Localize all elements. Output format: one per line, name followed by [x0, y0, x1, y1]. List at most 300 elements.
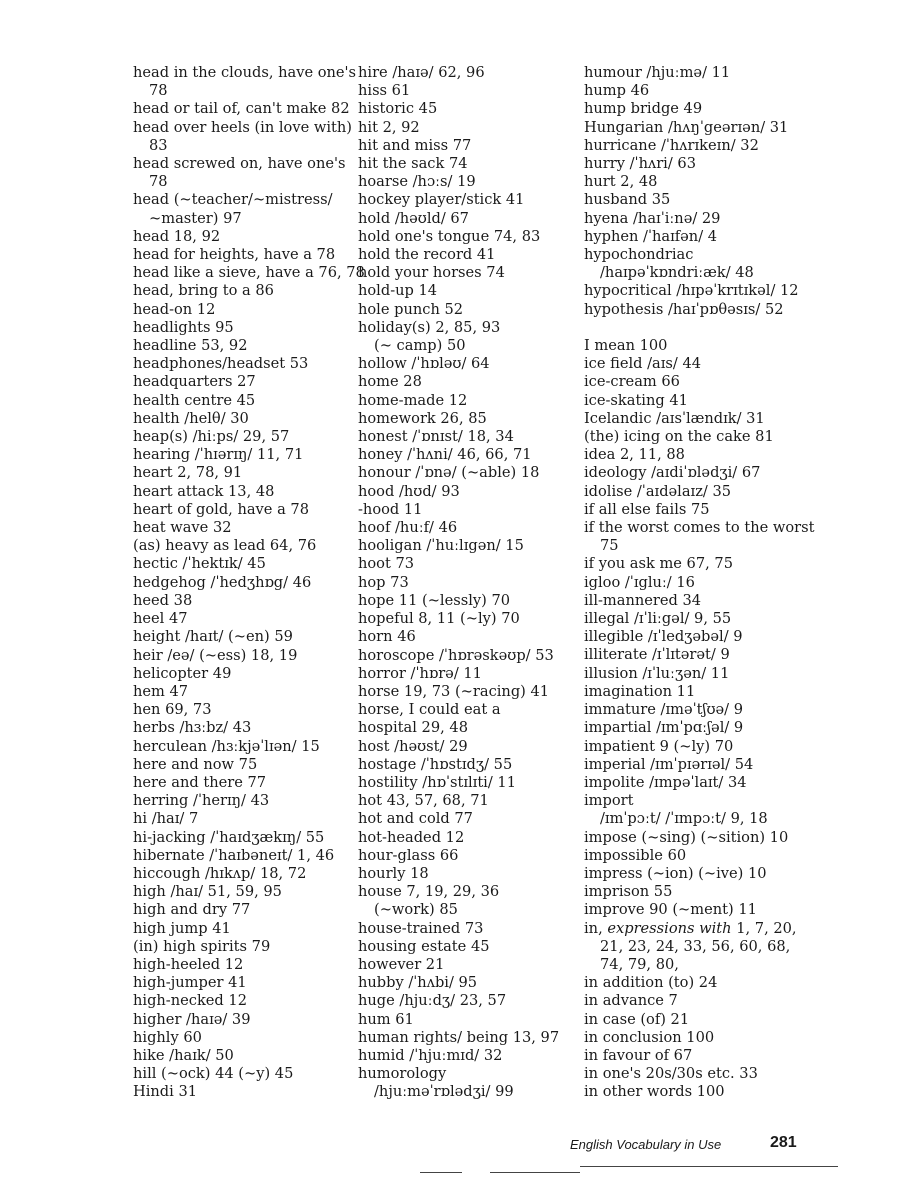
index-entry [358, 792, 573, 810]
index-entry-text: hold /həʊld/ 67 [358, 209, 469, 227]
index-entry-text: human rights/ being 13, 97 [358, 1028, 560, 1046]
index-entry-text: heart attack 13, 48 [133, 482, 275, 500]
index-entry [584, 100, 814, 118]
index-entry [133, 228, 348, 246]
index-entry-text: /hjuːməˈrɒlədʒi/ 99 [374, 1083, 514, 1101]
index-entry-text: Icelandic /aɪsˈlændɪk/ 31 [584, 409, 765, 427]
index-entry-text: here and there 77 [133, 773, 267, 791]
index-entry-text: hyena /haɪˈiːnə/ 29 [584, 209, 721, 227]
index-entry-text: illegal /ɪˈliːgəl/ 9, 55 [584, 610, 732, 628]
section-gap [584, 319, 814, 337]
index-entry [584, 792, 814, 810]
index-entry [133, 64, 357, 82]
index-entry [133, 373, 348, 391]
index-entry [358, 155, 573, 173]
index-entry-text: heel 47 [133, 610, 188, 628]
index-entry [584, 719, 814, 737]
index-entry [584, 446, 814, 464]
index-entry [358, 992, 573, 1010]
index-entry [584, 337, 814, 355]
index-entry [358, 119, 573, 137]
index-entry-text: /ɪmˈpɔːt/ /ˈɪmpɔːt/ 9, 18 [600, 810, 768, 828]
index-entry-text: heir /eə/ (~ess) 18, 19 [133, 646, 298, 664]
index-entry-text: ideology /aɪdiˈɒlədʒi/ 67 [584, 464, 761, 482]
index-entry-text: in one's 20s/30s etc. 33 [584, 1065, 758, 1083]
index-entry [133, 865, 348, 883]
footer-rule-short-2 [490, 1172, 580, 1173]
index-entry-text: ill-mannered 34 [584, 591, 702, 609]
index-entry-text: herculean /hɜːkjəˈlɪən/ 15 [133, 737, 320, 755]
index-entry [133, 483, 348, 501]
index-entry [584, 628, 814, 646]
index-entry [358, 301, 573, 319]
index-entry-text: hold-up 14 [358, 282, 438, 300]
index-entry [358, 355, 573, 373]
index-entry [358, 428, 573, 446]
index-entry-text: headquarters 27 [133, 373, 256, 391]
index-entry-text: impress (~ion) (~ive) 10 [584, 864, 767, 882]
index-entry [584, 64, 814, 82]
index-entry-text: hour-glass 66 [358, 846, 459, 864]
index-entry-text: hostility /hɒˈstɪlɪti/ 11 [358, 773, 516, 791]
index-entry-italic: expressions with [607, 919, 732, 937]
index-entry-continuation [133, 210, 348, 228]
index-entry-text: illegible /ɪˈledʒəbəl/ 9 [584, 628, 743, 646]
index-entry [584, 592, 814, 610]
index-entry [133, 738, 348, 756]
index-entry-text: in case (of) 21 [584, 1010, 690, 1028]
index-entry-text: head-on 12 [133, 300, 216, 318]
index-entry [358, 883, 573, 901]
index-entry-text: 78 [149, 173, 168, 191]
index-entry [358, 865, 573, 883]
index-entry [584, 246, 814, 264]
index-entry [133, 1065, 348, 1083]
index-entry-text: hood /hʊd/ 93 [358, 482, 460, 500]
index-entry-text: 83 [149, 136, 168, 154]
index-entry [358, 246, 573, 264]
index-entry-text: house-trained 73 [358, 919, 484, 937]
index-entry-text: hike /haɪk/ 50 [133, 1046, 234, 1064]
index-entry [358, 392, 573, 410]
index-entry [584, 756, 814, 774]
index-entry-text: hiss 61 [358, 82, 411, 100]
index-entry [584, 1047, 814, 1065]
index-entry-text: (as) heavy as lead 64, 76 [133, 537, 317, 555]
index-entry [358, 719, 573, 737]
index-entry-text: hurricane /ˈhʌrɪkeɪn/ 32 [584, 136, 759, 154]
index-entry [584, 228, 814, 246]
index-entry [358, 264, 573, 282]
index-entry [133, 319, 348, 337]
index-entry-text: if you ask me 67, 75 [584, 555, 733, 573]
index-entry [584, 883, 814, 901]
index-entry [133, 446, 348, 464]
index-entry-text: -hood 11 [358, 500, 423, 518]
index-entry-text: high and dry 77 [133, 901, 251, 919]
index-entry [584, 992, 814, 1010]
index-entry [584, 974, 814, 992]
index-entry-text: health centre 45 [133, 391, 256, 409]
index-entry [358, 574, 573, 592]
index-entry-text: heed 38 [133, 591, 193, 609]
footer-rule-short-1 [420, 1172, 462, 1173]
index-entry-text: igloo /ˈɪgluː/ 16 [584, 573, 695, 591]
index-entry [358, 191, 573, 209]
index-entry-text: head for heights, have a 78 [133, 246, 336, 264]
index-entry-text: head 18, 92 [133, 227, 221, 245]
index-entry [584, 829, 814, 847]
index-entry-text: humour /hjuːmə/ 11 [584, 64, 731, 81]
index-entry-text: head, bring to a 86 [133, 282, 274, 300]
index-entry [133, 519, 348, 537]
index-entry-text: hectic /ˈhektɪk/ 45 [133, 555, 266, 573]
index-entry [584, 137, 814, 155]
index-entry [358, 592, 573, 610]
index-entry [133, 719, 348, 737]
book-title: English Vocabulary in Use [570, 1137, 722, 1152]
index-entry-text: hubby /ˈhʌbi/ 95 [358, 974, 478, 992]
index-entry-text: hoot 73 [358, 555, 415, 573]
index-entry-text: import [584, 792, 634, 810]
index-entry-continuation [133, 137, 348, 155]
index-entry-pages: 1, 7, 20, [731, 919, 797, 937]
index-entry-continuation [133, 82, 348, 100]
index-entry-text: head like a sieve, have a 76, 78 [133, 264, 365, 282]
index-entry-text: head over heels (in love with) [133, 118, 352, 136]
index-entry-text: I mean 100 [584, 337, 668, 355]
index-entry-text: illusion /ɪˈluːʒən/ 11 [584, 664, 730, 682]
index-entry-text: home 28 [358, 373, 422, 391]
index-entry [358, 628, 573, 646]
index-entry [133, 774, 348, 792]
index-entry-text: hurt 2, 48 [584, 173, 658, 191]
index-entry-text: headphones/headset 53 [133, 355, 309, 373]
index-entry-text: hourly 18 [358, 864, 429, 882]
index-entry-text: hump bridge 49 [584, 100, 703, 118]
index-entry [358, 1047, 573, 1065]
index-entry-text: however 21 [358, 955, 445, 973]
index-entry-text: host /həʊst/ 29 [358, 737, 468, 755]
index-entry [584, 646, 814, 664]
index-entry-continuation [358, 901, 573, 919]
index-entry [358, 319, 573, 337]
index-entry-text: holiday(s) 2, 85, 93 [358, 318, 501, 336]
index-entry-text: head screwed on, have one's [133, 155, 346, 173]
index-entry [584, 738, 814, 756]
index-entry [584, 392, 814, 410]
index-entry-text: /haɪpəˈkɒndriːæk/ 48 [600, 264, 754, 282]
index-entry [133, 701, 348, 719]
index-entry [358, 519, 573, 537]
index-entry-text: housing estate 45 [358, 937, 490, 955]
index-entry-text: home-made 12 [358, 391, 468, 409]
index-entry-text: high-necked 12 [133, 992, 247, 1010]
index-entry-text: hole punch 52 [358, 300, 464, 318]
index-entry [358, 1065, 573, 1083]
index-entry [133, 829, 348, 847]
index-entry-text: hit 2, 92 [358, 118, 420, 136]
index-entry [358, 537, 573, 555]
index-entry [358, 647, 573, 665]
index-entry [358, 756, 573, 774]
index-entry [584, 428, 814, 446]
index-entry-text: impolite /ɪmpəˈlaɪt/ 34 [584, 773, 747, 791]
index-entry-text: honest /ˈɒnɪst/ 18, 34 [358, 428, 514, 446]
index-entry [133, 683, 348, 701]
index-entry [584, 483, 814, 501]
index-entry-text: honey /ˈhʌni/ 46, 66, 71 [358, 446, 532, 464]
index-entry [584, 610, 814, 628]
index-entry [584, 1029, 814, 1047]
index-entry-continuation [584, 537, 814, 555]
index-entry [358, 464, 573, 482]
index-entry-text: hem 47 [133, 682, 189, 700]
index-entry-text: historic 45 [358, 100, 438, 118]
index-entry [358, 1029, 573, 1047]
index-entry-text: heat wave 32 [133, 519, 232, 537]
index-entry [133, 337, 348, 355]
index-entry-text: ice field /aɪs/ 44 [584, 355, 702, 373]
index-entry [358, 665, 573, 683]
index-entry-text: impatient 9 (~ly) 70 [584, 737, 734, 755]
index-entry-text: heap(s) /hiːps/ 29, 57 [133, 428, 290, 446]
index-entry-text: hot and cold 77 [358, 810, 473, 828]
index-entry-text: ~master) 97 [149, 209, 242, 227]
index-entry [133, 592, 348, 610]
index-entry-text: hill (~ock) 44 (~y) 45 [133, 1065, 294, 1083]
index-entry-text: impartial /ɪmˈpɑːʃəl/ 9 [584, 719, 744, 737]
index-entry-text: horse 19, 73 (~racing) 41 [358, 682, 550, 700]
index-entry-text: in addition (to) 24 [584, 974, 718, 992]
index-entry [358, 847, 573, 865]
index-entry [133, 392, 348, 410]
index-entry-text: hop 73 [358, 573, 409, 591]
index-entry-text: hope 11 (~lessly) 70 [358, 591, 511, 609]
index-entry [358, 738, 573, 756]
index-entry [358, 774, 573, 792]
index-entry-text: hold the record 41 [358, 246, 496, 264]
index-entry-text: imprison 55 [584, 883, 673, 901]
index-entry-text: head in the clouds, have one's [133, 64, 357, 81]
index-entry [584, 355, 814, 373]
index-entry-text: in favour of 67 [584, 1046, 693, 1064]
index-entry-text: hockey player/stick 41 [358, 191, 525, 209]
index-entry-text: horn 46 [358, 628, 416, 646]
index-entry-text: humid /ˈhjuːmɪd/ 32 [358, 1046, 503, 1064]
index-entry-continuation [584, 938, 814, 956]
index-entry-text: ice-cream 66 [584, 373, 680, 391]
index-entry [358, 137, 573, 155]
index-entry [133, 246, 348, 264]
index-entry [358, 64, 573, 82]
index-entry [358, 920, 573, 938]
index-entry [133, 555, 348, 573]
index-entry [584, 1083, 814, 1101]
index-entry-text: heart 2, 78, 91 [133, 464, 243, 482]
index-entry [358, 701, 573, 719]
index-entry [133, 974, 348, 992]
index-entry [133, 1011, 348, 1029]
index-entry-text: hurry /ˈhʌri/ 63 [584, 155, 696, 173]
index-entry [358, 228, 573, 246]
index-entry [133, 155, 348, 173]
index-entry-continuation [584, 956, 814, 974]
index-entry-text: hi-jacking /ˈhaɪdʒækɪŋ/ 55 [133, 828, 325, 846]
index-entry-text: in conclusion 100 [584, 1028, 715, 1046]
index-entry [133, 464, 348, 482]
index-entry-text: highly 60 [133, 1028, 202, 1046]
index-entry-text: horoscope /ˈhɒrəskəʊp/ 53 [358, 646, 554, 664]
index-entry [584, 464, 814, 482]
index-entry-text: impose (~sing) (~sition) 10 [584, 828, 789, 846]
index-entry [133, 537, 348, 555]
index-entry-text: if all else fails 75 [584, 500, 710, 518]
index-entry [358, 173, 573, 191]
index-entry [133, 118, 352, 137]
index-entry [358, 974, 573, 992]
index-entry-continuation [358, 1083, 573, 1101]
index-entry [133, 301, 348, 319]
index-column-1 [133, 64, 365, 1102]
index-entry-text: 74, 79, 80, [600, 955, 679, 973]
index-entry [584, 665, 814, 683]
index-entry [133, 574, 348, 592]
index-entry [358, 829, 573, 847]
footer-rule-long [580, 1166, 838, 1167]
index-entry [358, 938, 573, 956]
index-entry-text: hypochondriac [584, 246, 694, 264]
index-entry [358, 410, 573, 428]
index-entry-text: (~ camp) 50 [374, 337, 466, 355]
index-entry [584, 82, 814, 100]
index-entry-text: herbs /hɜːbz/ 43 [133, 719, 252, 737]
index-entry-text: honour /ˈɒnə/ (~able) 18 [358, 464, 540, 482]
index-entry-text: headlights 95 [133, 318, 234, 336]
index-entry-text: 75 [600, 537, 619, 555]
index-entry-text: if the worst comes to the worst [584, 519, 815, 537]
index-entry [133, 428, 348, 446]
index-entry [133, 501, 348, 519]
index-entry-text: ice-skating 41 [584, 391, 688, 409]
index-entry-text: idolise /ˈaɪdəlaɪz/ 35 [584, 482, 732, 500]
index-entry [358, 683, 573, 701]
index-entry [584, 501, 814, 519]
index-entry-text: here and now 75 [133, 755, 258, 773]
index-entry [584, 1011, 814, 1029]
index-entry-text: hold your horses 74 [358, 264, 505, 282]
index-entry [584, 847, 814, 865]
index-entry [133, 665, 348, 683]
page-number: 281 [770, 1134, 797, 1151]
index-entry-text: in advance 7 [584, 992, 678, 1010]
index-entry-text: (the) icing on the cake 81 [584, 428, 774, 446]
index-entry [584, 1065, 814, 1083]
index-entry [584, 173, 814, 191]
index-entry-text: hen 69, 73 [133, 701, 212, 719]
index-entry [133, 883, 348, 901]
index-entry [358, 210, 573, 228]
index-entry-text: head (~teacher/~mistress/ [133, 191, 333, 209]
index-entry [584, 555, 814, 573]
index-column-3 [584, 64, 814, 1102]
index-entry-text: helicopter 49 [133, 664, 232, 682]
index-entry [133, 647, 348, 665]
index-entry-text: hyphen /ˈhaɪfən/ 4 [584, 227, 718, 245]
index-column-2 [358, 64, 573, 1102]
index-entry [584, 191, 814, 209]
index-entry-text: (in) high spirits 79 [133, 937, 271, 955]
index-entry-text: imagination 11 [584, 682, 696, 700]
index-entry-continuation [584, 264, 814, 282]
index-entry-continuation [358, 337, 573, 355]
index-entry [584, 865, 814, 883]
index-entry [358, 483, 573, 501]
index-entry-text: illiterate /ɪˈlɪtərət/ 9 [584, 646, 730, 664]
index-entry-text: high-heeled 12 [133, 955, 244, 973]
index-entry [133, 355, 348, 373]
index-entry-text: humorology [358, 1065, 447, 1083]
index-entry-text: hibernate /ˈhaɪbəneɪt/ 1, 46 [133, 846, 335, 864]
index-entry-text: high-jumper 41 [133, 974, 247, 992]
index-entry [358, 555, 573, 573]
index-entry-text: hoarse /hɔːs/ 19 [358, 173, 476, 191]
index-entry-text: hot-headed 12 [358, 828, 465, 846]
index-entry [133, 610, 348, 628]
index-entry-text: horror /ˈhɒrə/ 11 [358, 664, 482, 682]
index-entry [133, 810, 348, 828]
index-entry-text: huge /hjuːdʒ/ 23, 57 [358, 992, 507, 1010]
index-entry [133, 628, 348, 646]
index-entry [133, 410, 348, 428]
index-entry-text: hospital 29, 48 [358, 719, 468, 737]
index-entry [133, 282, 348, 300]
index-entry-text: hypocritical /hɪpəˈkrɪtɪkəl/ 12 [584, 282, 799, 300]
index-entry-text: hiccough /hɪkʌp/ 18, 72 [133, 864, 307, 882]
index-entry [584, 155, 814, 173]
index-entry-text: husband 35 [584, 191, 671, 209]
index-entry-text: hit and miss 77 [358, 136, 472, 154]
index-entry [584, 119, 814, 137]
index-entry-text: hold one's tongue 74, 83 [358, 227, 541, 245]
index-entry [358, 1011, 573, 1029]
index-entry-text: house 7, 19, 29, 36 [358, 883, 500, 901]
index-entry-text: imperial /ɪmˈpɪərɪəl/ 54 [584, 755, 754, 773]
index-entry [133, 920, 348, 938]
index-entry [133, 264, 365, 282]
index-entry-text: hire /haɪə/ 62, 96 [358, 64, 485, 81]
index-entry [358, 810, 573, 828]
index-entry-text: height /haɪt/ (~en) 59 [133, 628, 293, 646]
index-entry-text: idea 2, 11, 88 [584, 446, 685, 464]
index-entry-text: Hindi 31 [133, 1083, 198, 1101]
index-entry [133, 1029, 348, 1047]
index-entry-text: health /helθ/ 30 [133, 409, 249, 427]
index-entry [133, 1083, 348, 1101]
index-entry-text: in, [584, 919, 608, 937]
index-entry [584, 683, 814, 701]
index-entry [584, 901, 814, 919]
index-entry-text: homework 26, 85 [358, 409, 487, 427]
index-entry-text: hi /haɪ/ 7 [133, 810, 199, 828]
index-entry-text: hedgehog /ˈhedʒhɒg/ 46 [133, 573, 312, 591]
index-entry [358, 282, 573, 300]
index-entry-text: hostage /ˈhɒstɪdʒ/ 55 [358, 755, 513, 773]
index-entry [133, 847, 348, 865]
index-entry-text: hump 46 [584, 82, 650, 100]
index-entry [584, 410, 814, 428]
index-entry-text: hum 61 [358, 1010, 414, 1028]
